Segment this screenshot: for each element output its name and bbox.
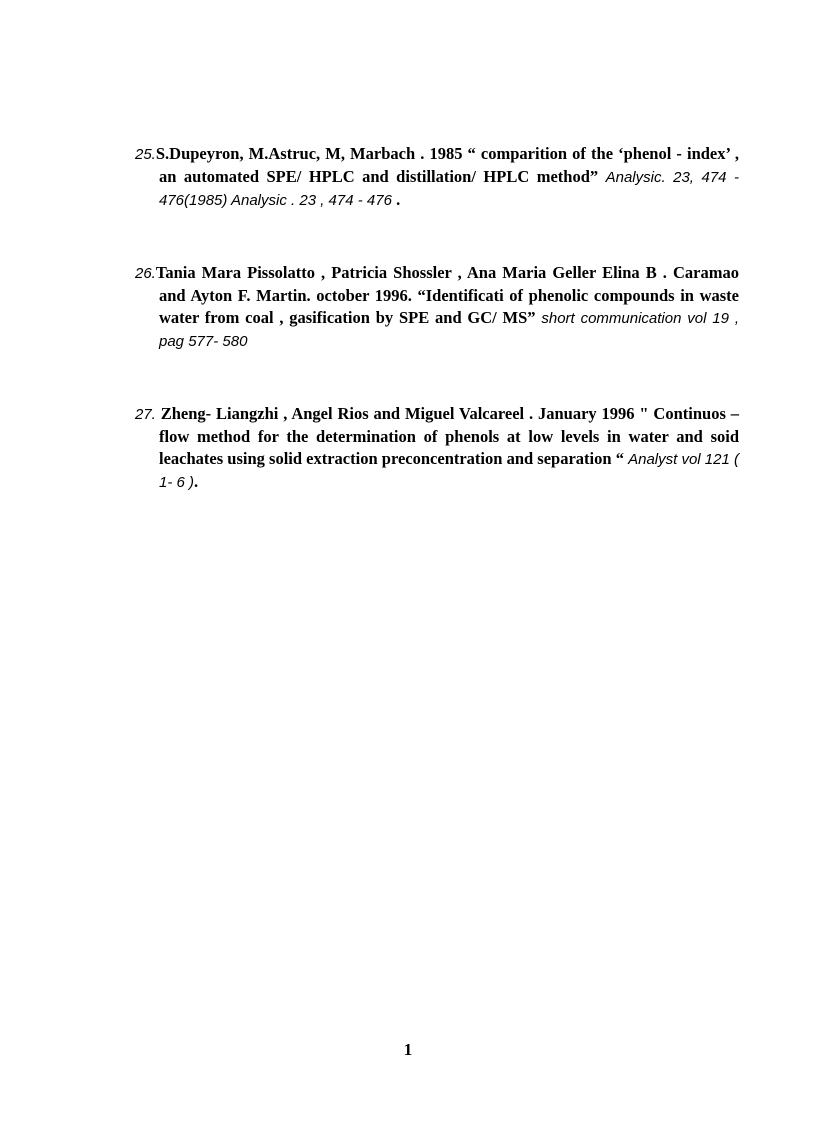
reference-authors-title: Zheng- Liangzhi , Angel Rios and Miguel Valcareel . January 1996 " Continuos – flow method for the determination of phenols at low levels in water and soid leachates using solid extraction preconcentration and separation “	[155, 404, 739, 468]
reference-journal: Analyst vol 121 ( 1- 6 )	[159, 451, 740, 491]
reference-journal: short communication vol 19 , pag 577- 580	[159, 310, 740, 350]
reference-journal: Analysic. 23, 474 - 476(1985) Analysic . 23 , 474 - 476	[159, 169, 740, 209]
reference-tail: .	[194, 472, 199, 491]
reference-number: 25.	[135, 146, 156, 163]
reference-list	[135, 143, 739, 494]
page-number: 1	[403, 1040, 413, 1059]
reference-authors-title: Tania Mara Pissolatto , Patricia Shossler , Ana Maria Geller Elina B . Caramao and Ayton F. Martin. october 1996. “Identificati of phenolic compounds in waste water from coal , gasification by SPE and GC/ MS”	[155, 263, 739, 327]
reference-item-25	[135, 143, 739, 212]
reference-item-27	[135, 403, 739, 494]
reference-number: 26.	[135, 265, 156, 282]
reference-tail: .	[391, 190, 401, 209]
reference-number: 27.	[135, 406, 156, 423]
reference-authors-title: S.Dupeyron, M.Astruc, M, Marbach . 1985 “ comparition of the ‘phenol - index’ , an automated SPE/ HPLC and distillation/ HPLC method”	[155, 144, 739, 186]
reference-item-26	[135, 262, 739, 353]
